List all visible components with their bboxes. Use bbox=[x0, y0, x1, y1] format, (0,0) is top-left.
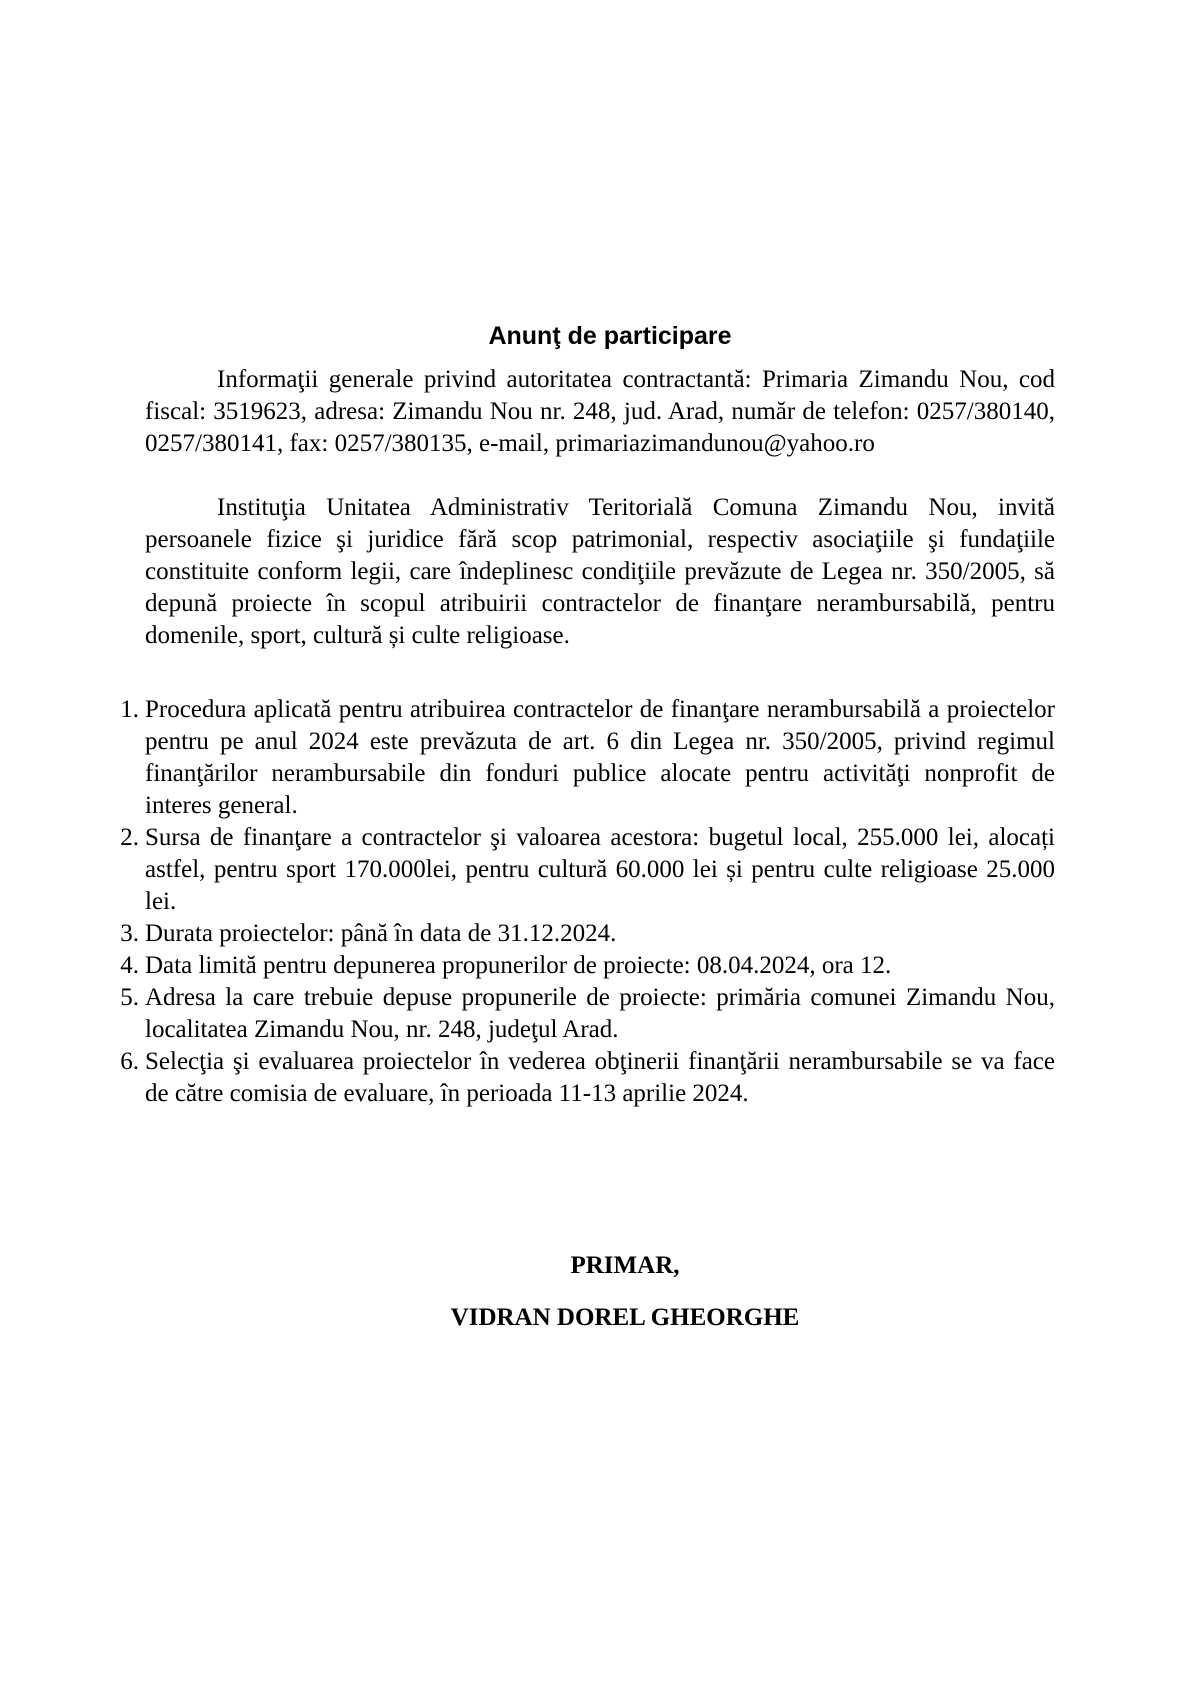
list-item bbox=[120, 918, 1055, 950]
list-item bbox=[120, 950, 1055, 982]
list-item bbox=[120, 694, 1055, 822]
numbered-list bbox=[120, 694, 1055, 1110]
list-item-number: 2. bbox=[120, 824, 139, 851]
paragraph-authority-info: Informaţii generale privind autoritatea contractantă: Primaria Zimandu Nou, cod fiscal: 3519623, adresa: Zimandu Nou nr. 248, jud. Arad, număr de telefon: 0257/380140, 0257/380141, fax: 0257/380135, e-mail, primariazimandunou@yahoo.ro bbox=[145, 366, 1055, 457]
list-item-number: 4. bbox=[120, 952, 139, 979]
list-item-number: 5. bbox=[120, 984, 139, 1011]
list-item bbox=[120, 982, 1055, 1046]
document-body bbox=[120, 320, 1055, 1110]
signature-role: PRIMAR, bbox=[570, 1252, 680, 1279]
list-spacer bbox=[145, 652, 1055, 694]
list-item-number: 6. bbox=[120, 1048, 139, 1075]
signature-name: VIDRAN DOREL GHEORGHE bbox=[450, 1304, 800, 1331]
list-item-text: Adresa la care trebuie depuse propunerile de proiecte: primăria comunei Zimandu Nou, localitatea Zimandu Nou, nr. 248, judeţul Arad. bbox=[145, 984, 1055, 1043]
paragraph-spacer bbox=[145, 460, 1055, 492]
list-item bbox=[120, 1046, 1055, 1110]
paragraph-invitation: Instituţia Unitatea Administrativ Teritorială Comuna Zimandu Nou, invită persoanele fizice şi juridice fără scop patrimonial, respectiv asociaţiile şi fundaţiile constituite conform legii, care îndeplinesc condiţiile prevăzute de Legea nr. 350/2005, să depună proiecte în scopul atribuirii contractelor de finanţare nerambursabilă, pentru domenile, sport, cultură și culte religioase. bbox=[145, 494, 1055, 649]
list-item-text: Data limită pentru depunerea propunerilor de proiecte: 08.04.2024, ora 12. bbox=[145, 952, 892, 979]
list-item-text: Selecţia şi evaluarea proiectelor în vederea obţinerii finanţării nerambursabile se va face de către comisia de evaluare, în perioada 11-13 aprilie 2024. bbox=[145, 1048, 1055, 1107]
list-item-text: Sursa de finanţare a contractelor şi valoarea acestora: bugetul local, 255.000 lei, alocați astfel, pentru sport 170.000lei, pentru cultură 60.000 lei și pentru culte religioase 25.000 lei. bbox=[145, 824, 1055, 915]
list-item-text: Durata proiectelor: până în data de 31.12.2024. bbox=[145, 920, 617, 947]
document-title: Anunţ de participare bbox=[488, 322, 732, 350]
list-item bbox=[120, 822, 1055, 918]
list-item-number: 3. bbox=[120, 920, 139, 947]
list-item-number: 1. bbox=[120, 696, 139, 723]
list-item-text: Procedura aplicată pentru atribuirea contractelor de finanţare nerambursabilă a proiectelor pentru pe anul 2024 este prevăzuta de art. 6 din Legea nr. 350/2005, privind regimul finanţărilor nerambursabile din fonduri publice alocate pentru activităţi nonprofit de interes general. bbox=[145, 696, 1055, 819]
